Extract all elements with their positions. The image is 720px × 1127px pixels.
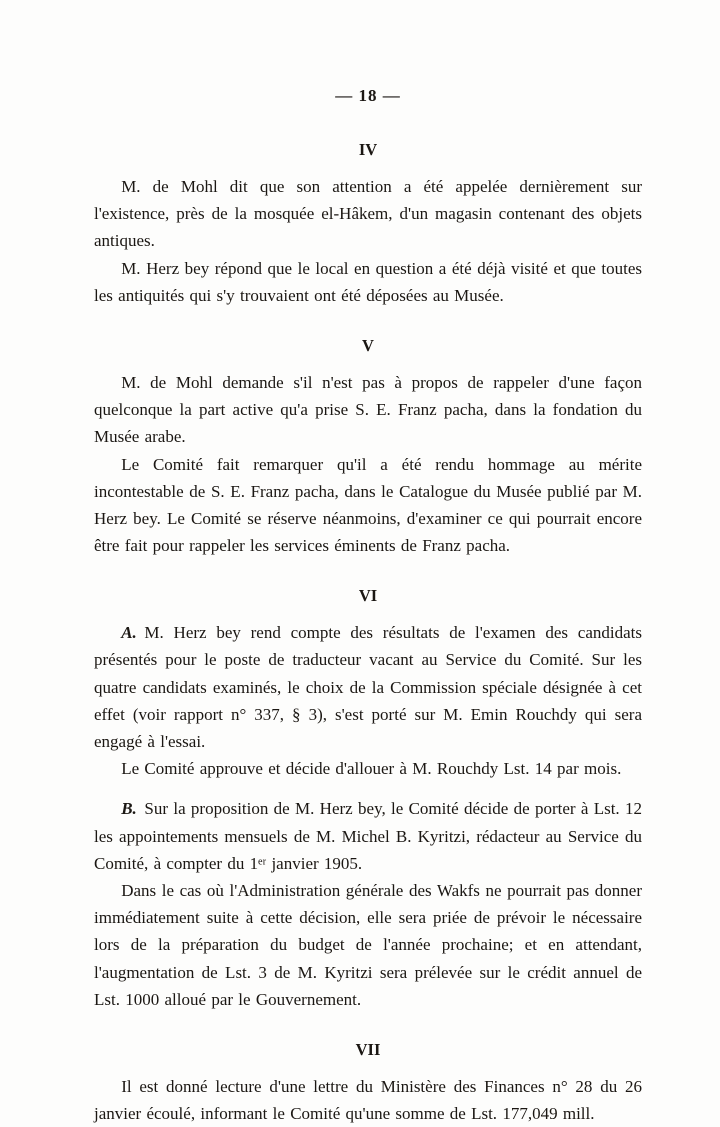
paragraph-text: M. Herz bey rend compte des résultats de l'examen des candidats présentés pour le poste de traducteur vacant au Service du Comité. Sur les quatre candidats examinés, le choix de la Commission spéciale désignée à cet effet (voir rapport n° 337, § 3), s'est porté sur M. Emin Rouchdy qui sera engagé à l'essai. (94, 623, 642, 751)
paragraph: Dans le cas où l'Administration générale des Wakfs ne pourrait pas donner immédiatement suite à cette décision, elle sera priée de prévoir le nécessaire lors de la préparation du budget de l'année prochaine; et en attendant, l'augmentation de Lst. 3 de M. Kyritzi sera prélevée sur le crédit annuel de Lst. 1000 alloué par le Gouvernement. (94, 880, 642, 1009)
section-v-heading: V (362, 335, 374, 355)
section-vii-heading: VII (355, 1039, 381, 1059)
section-v (94, 336, 642, 559)
section-vi-heading: VI (358, 586, 378, 606)
page-number: — 18 — (335, 86, 401, 105)
paragraph-lead: B. (121, 799, 137, 819)
section-iv (94, 140, 642, 309)
section-iv-heading: IV (358, 140, 378, 159)
paragraph (94, 619, 642, 755)
paragraph: M. de Mohl dit que son attention a été appelée dernièrement sur l'existence, près de la mosquée el-Hâkem, d'un magasin contenant des objets antiques. (94, 177, 642, 251)
section-vi (94, 586, 642, 1013)
paragraph-lead: A. (121, 623, 137, 643)
paragraph: Le Comité fait remarquer qu'il a été rendu hommage au mérite incontestable de S. E. Franz pacha, dans le Catalogue du Musée publié par M. Herz bey. Le Comité se réserve néanmoins, d'examiner ce qui pourrait encore être fait pour rappeler les services éminents de Franz pacha. (94, 454, 642, 556)
paragraph: Le Comité approuve et décide d'allouer à M. Rouchdy Lst. 14 par mois. (121, 759, 622, 779)
paragraph: Il est donné lecture d'une lettre du Ministère des Finances n° 28 du 26 janvier écoulé, informant le Comité qu'une somme de Lst. 177,049 mill. (94, 1076, 642, 1124)
section-vii (94, 1040, 642, 1127)
paragraph: M. de Mohl demande s'il n'est pas à propos de rappeler d'une façon quelconque la part active qu'a prise S. E. Franz pacha, dans la fondation du Musée arabe. (94, 372, 642, 447)
paragraph-text: Sur la proposition de M. Herz bey, le Comité décide de porter à Lst. 12 les appointements mensuels de M. Michel B. Kyritzi, rédacteur au Service du Comité, à compter du 1ᵉʳ janvier 1905. (94, 799, 642, 873)
paragraph: M. Herz bey répond que le local en question a été déjà visité et que toutes les antiquités qui s'y trouvaient ont été déposées au Musée. (94, 258, 642, 305)
paragraph (94, 795, 642, 877)
